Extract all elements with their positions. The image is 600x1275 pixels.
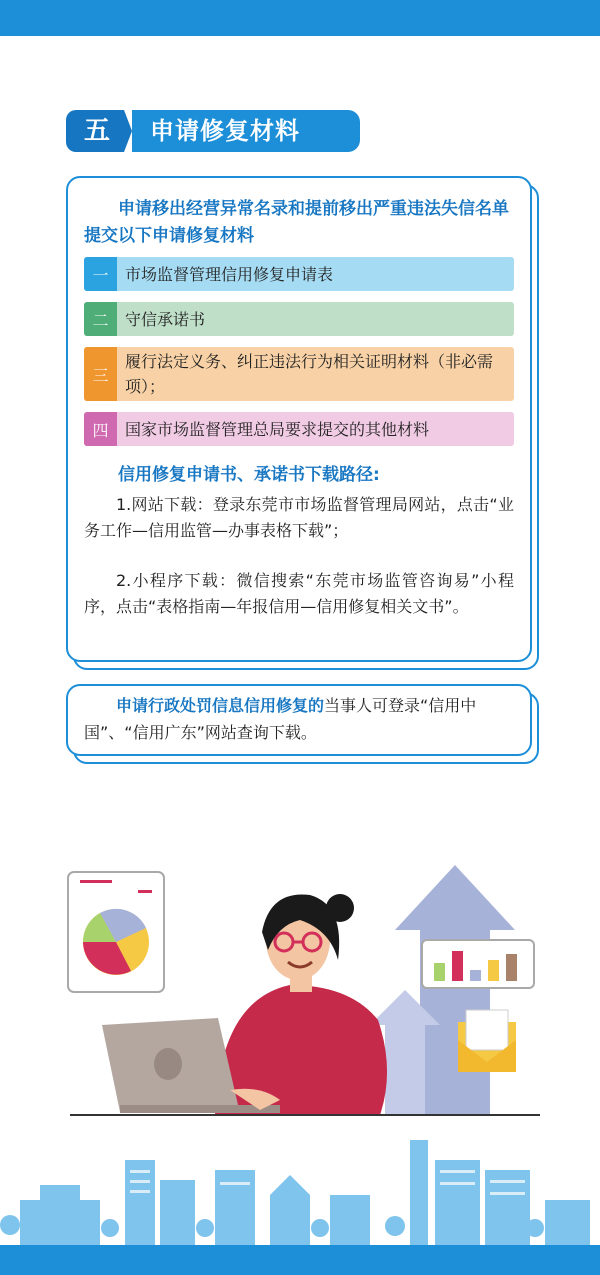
- item-number: 二: [84, 302, 117, 336]
- section-header: [66, 110, 360, 152]
- download-miniprogram-text: 2.小程序下载：微信搜索“东莞市场监管咨询易”小程序，点击“表格指南—年报信用—信用修复相关文书”。: [84, 571, 514, 616]
- material-item-3: [84, 347, 514, 401]
- note-rest: 当事人可登录“信用中国”、“信用广东”网站查询下载。: [84, 696, 477, 742]
- material-item-1: [84, 257, 514, 291]
- material-item-4: [84, 412, 514, 446]
- woman-at-laptop-illustration: [0, 850, 600, 1245]
- item-number: 一: [84, 257, 117, 291]
- item-text: 守信承诺书: [125, 309, 206, 329]
- section-title: 申请修复材料: [132, 110, 360, 152]
- download-heading: 信用修复申请书、承诺书下载路径:: [118, 465, 380, 485]
- item-number: 四: [84, 412, 117, 446]
- penalty-note: [84, 692, 516, 746]
- item-text: 国家市场监督管理总局要求提交的其他材料: [125, 419, 430, 439]
- item-number: 三: [84, 347, 117, 401]
- section-number: 五: [66, 110, 128, 152]
- item-text: 履行法定义务、纠正违法行为相关证明材料（非必需项）；: [125, 352, 494, 396]
- item-text: 市场监督管理信用修复申请表: [125, 264, 334, 284]
- note-highlight: 申请行政处罚信息信用修复的: [116, 696, 325, 715]
- bottom-banner: [0, 1245, 600, 1275]
- materials-intro: 申请移出经营异常名录和提前移出严重违法失信名单提交以下申请修复材料: [84, 199, 509, 246]
- top-banner: [0, 0, 600, 36]
- material-item-2: [84, 302, 514, 336]
- download-website-text: 1.网站下载：登录东莞市市场监督管理局网站，点击“业务工作—信用监管—办事表格下载”；: [84, 495, 514, 540]
